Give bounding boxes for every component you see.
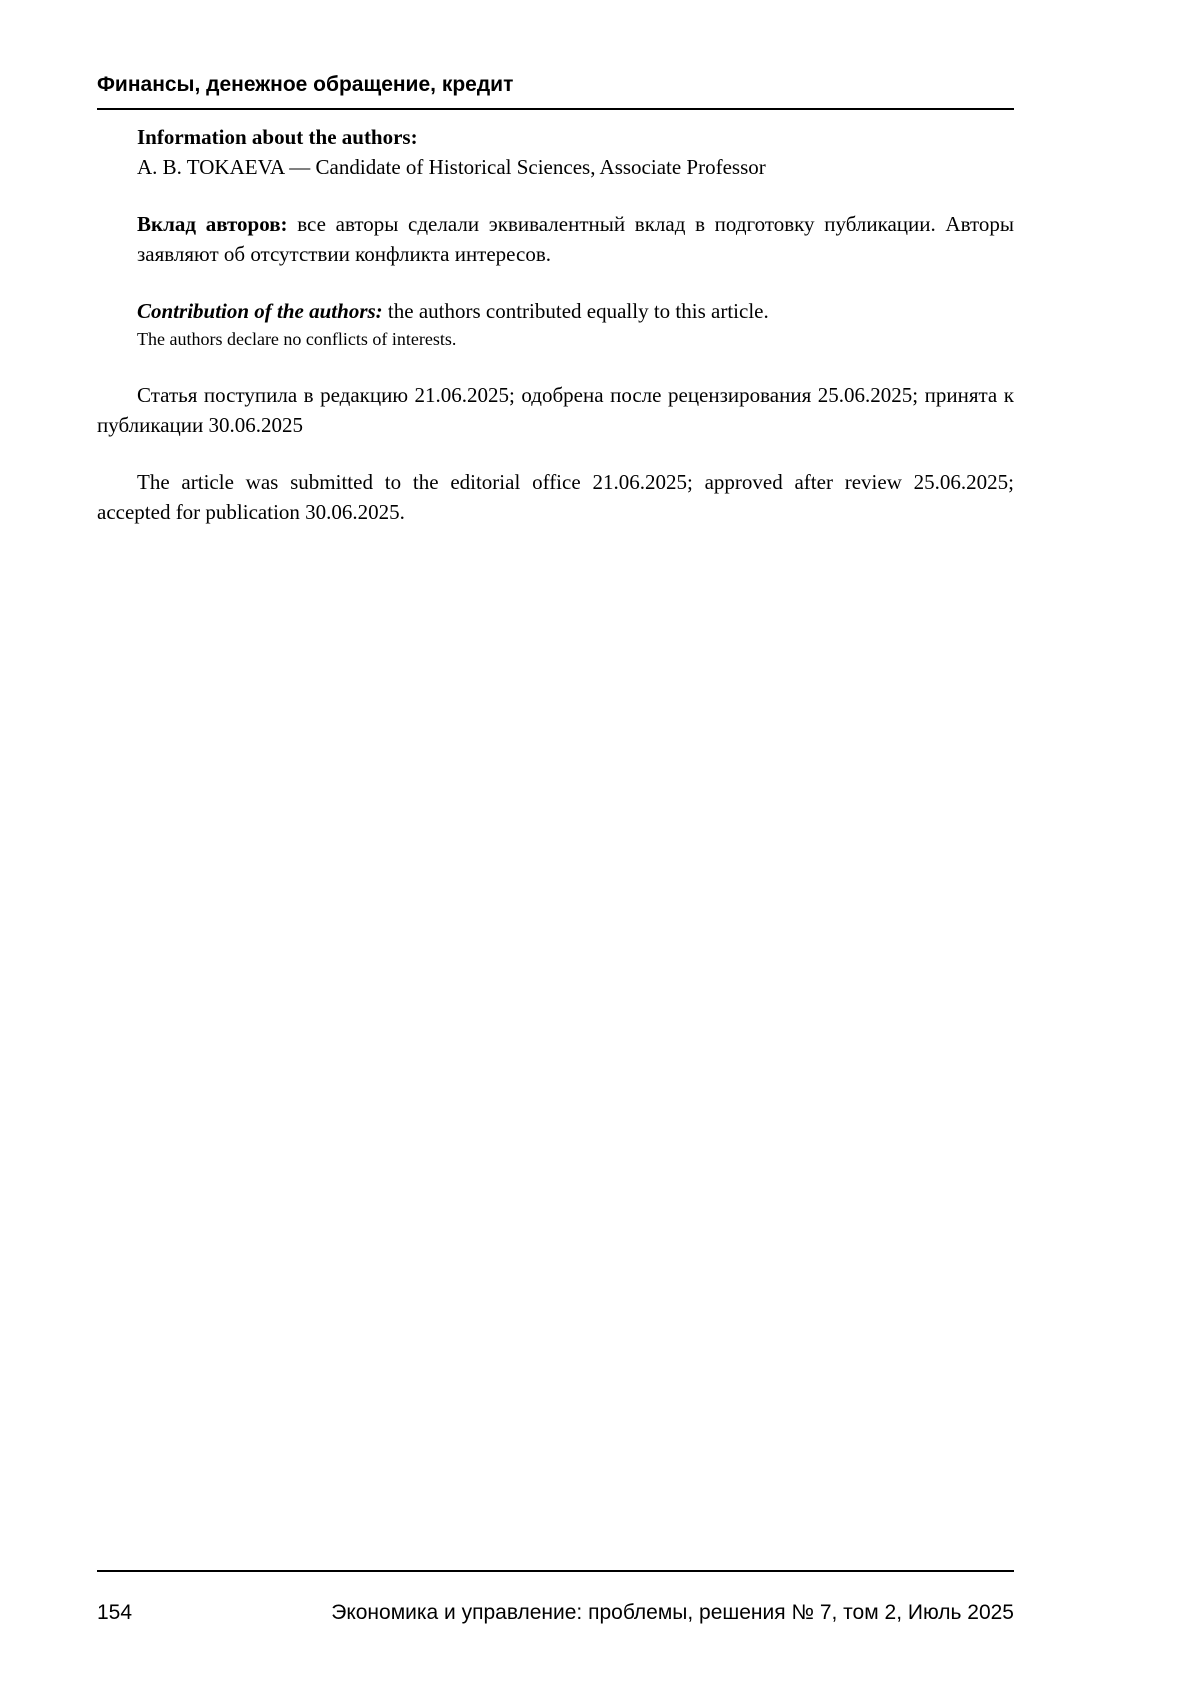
contribution-ru-text: все авторы сделали эквивалентный вклад в подготовку публикации. Авторы заявляют об отсутствии конфликта интересов. [137,212,1015,266]
running-head [97,72,1014,110]
authors-info-block [137,122,1014,182]
journal-line: Экономика и управление: проблемы, решения № 7, том 2, Июль 2025 [331,1601,1014,1624]
contribution-en-text: the authors contributed equally to this article. [382,299,769,323]
dates-ru-block [97,380,1014,440]
contribution-en-paragraph [137,296,1014,326]
contribution-ru-block [137,209,1014,269]
dates-en-paragraph: The article was submitted to the editorial office 21.06.2025; approved after review 25.06.2025; accepted for publication 30.06.2025. [97,470,1014,524]
contribution-en-lead: Contribution of the authors: [137,299,383,323]
dates-en-block [97,467,1014,527]
page-footer [97,1570,1014,1626]
authors-info-heading: Information about the authors: [137,125,418,149]
page-content [97,122,1014,554]
contribution-en-block [137,296,1014,353]
contribution-ru-lead: Вклад авторов: [137,212,288,236]
section-title: Финансы, денежное обращение, кредит [97,73,514,96]
page-number: 154 [97,1601,133,1624]
authors-info-line: A. B. TOKAEVA — Candidate of Historical Sciences, Associate Professor [137,155,766,179]
dates-ru-paragraph: Статья поступила в редакцию 21.06.2025; одобрена после рецензирования 25.06.2025; принята к публикации 30.06.2025 [97,383,1014,437]
contribution-ru-paragraph [137,209,1014,269]
contribution-en-note: The authors declare no conflicts of interests. [137,329,457,349]
